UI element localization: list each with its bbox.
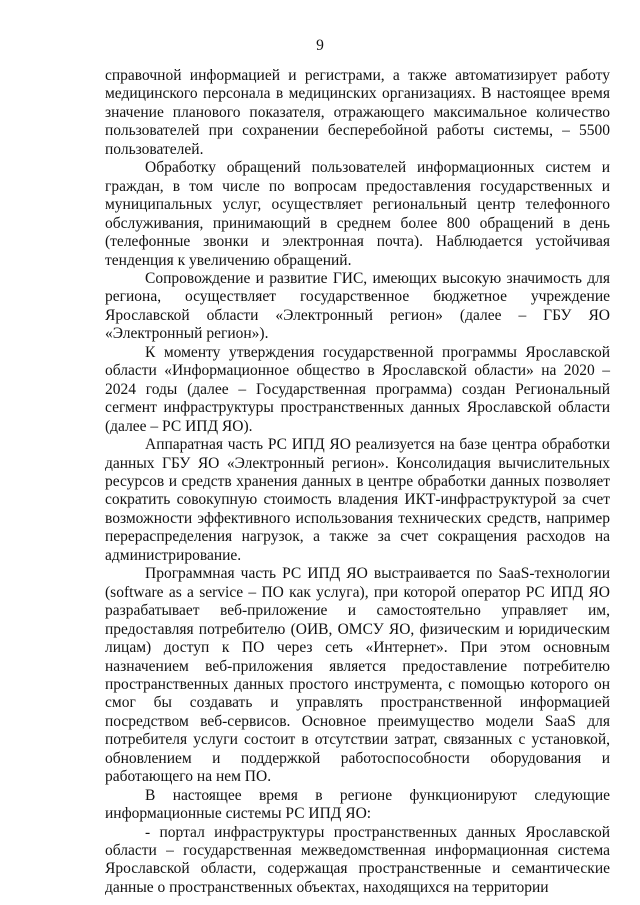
list-item-portal: - портал инфраструктуры пространственных данных Ярославской области – государственная межведомственная информационная система Ярославской области, содержащая пространственные и семантические данные о пространственных объектах, находящихся на территории (105, 823, 610, 896)
paragraph-hardware: Аппаратная часть РС ИПД ЯО реализуется на базе центра обработки данных ГБУ ЯО «Электронный регион». Консолидация вычислительных ресурсов и средств хранения данных в центре обработки данных позволяет сократить совокупную стоимость владения ИКТ-инфраструктурой за счет возможности эффективного использования технических средств, например перераспределения нагрузок, а также за счет сокращения расходов на администрирование. (105, 436, 610, 564)
page-number: 9 (316, 37, 324, 54)
paragraph-gis-support: Сопровождение и развитие ГИС, имеющих высокую значимость для региона, осуществляет государственное бюджетное учреждение Ярославской области «Электронный регион» (далее – ГБУ ЯО «Электронный регион»). (105, 269, 610, 343)
paragraph-continuation: справочной информацией и регистрами, а также автоматизирует работу медицинского персонала в медицинских организациях. В настоящее время значение планового показателя, отражающего максимальное количество пользователей при сохранении бесперебойной работы системы, – 5500 пользователей. (105, 67, 610, 158)
document-body (105, 67, 610, 897)
paragraph-state-program: К моменту утверждения государственной программы Ярославской области «Информационное общество в Ярославской области» на 2020 – 2024 годы (далее – Государственная программа) создан Региональный сегмент инфраструктуры пространственных данных Ярославской области (далее – РС ИПД ЯО). (105, 343, 610, 435)
paragraph-software-saas: Программная часть РС ИПД ЯО выстраивается по SaaS-технологии (software as a service – ПО как услуга), при которой оператор РС ИПД ЯО разрабатывает веб-приложение и самостоятельно управляет им, предоставляя потребителю (ОИВ, ОМСУ ЯО, физическим и юридическим лицам) доступ к ПО через сеть «Интернет». При этом основным назначением веб-приложения является предоставление потребителю пространственных данных простого инструмента, с помощью которого он смог бы создавать и управлять пространственной информацией посредством веб-сервисов. Основное преимущество модели SaaS для потребителя услуги состоит в отсутствии затрат, связанных с установкой, обновлением и поддержкой работоспособности оборудования и работающего на нем ПО. (105, 565, 610, 786)
paragraph-call-center: Обработку обращений пользователей информационных систем и граждан, в том числе по вопросам предоставления государственных и муниципальных услуг, осуществляет региональный центр телефонного обслуживания, принимающий в среднем более 800 обращений в день (телефонные звонки и электронная почта). Наблюдается устойчивая тенденция к увеличению обращений. (105, 159, 610, 269)
paragraph-systems-intro: В настоящее время в регионе функционируют следующие информационные системы РС ИПД ЯО: (105, 786, 610, 823)
